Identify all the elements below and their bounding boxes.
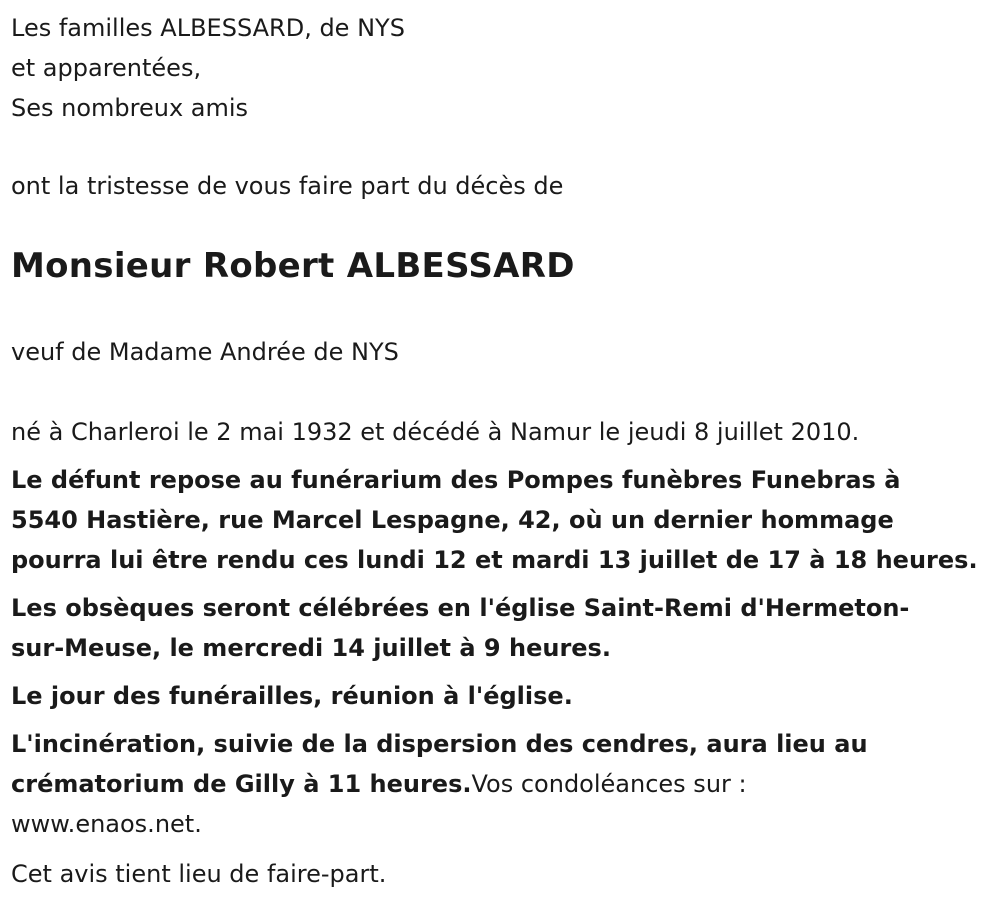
cremation-location: crématorium de Gilly à 11 heures. [11, 770, 472, 798]
funeral-paragraph [11, 588, 986, 668]
condolences-label: Vos condoléances sur : [471, 770, 747, 798]
funeral-line-2: sur-Meuse, le mercredi 14 juillet à 9 heures. [11, 634, 611, 662]
widowed-of: veuf de Madame Andrée de NYS [11, 338, 399, 366]
visitation-line-1: Le défunt repose au funérarium des Pompes funèbres Funebras à [11, 466, 901, 494]
closing-note: Cet avis tient lieu de faire-part. [11, 860, 387, 888]
cremation-line-1: L'incinération, suivie de la dispersion des cendres, aura lieu au [11, 730, 868, 758]
birth-death-details: né à Charleroi le 2 mai 1932 et décédé à Namur le jeudi 8 juillet 2010. [11, 418, 860, 446]
cremation-paragraph [11, 724, 986, 844]
family-line-1: Les familles ALBESSARD, de NYS [11, 14, 405, 42]
family-line-2: et apparentées, [11, 54, 202, 82]
family-line-3: Ses nombreux amis [11, 94, 249, 122]
funeral-line-1: Les obsèques seront célébrées en l'église Saint-Remi d'Hermeton- [11, 594, 910, 622]
death-notice [11, 8, 986, 894]
visitation-paragraph [11, 460, 986, 580]
meeting-paragraph [11, 676, 986, 716]
announcement: ont la tristesse de vous faire part du décès de [11, 172, 564, 200]
cremation-line-2 [11, 764, 986, 804]
condolences-website[interactable]: www.enaos.net. [11, 810, 202, 838]
visitation-line-2: 5540 Hastière, rue Marcel Lespagne, 42, où un dernier hommage [11, 506, 894, 534]
deceased-name: Monsieur Robert ALBESSARD [11, 246, 575, 286]
meeting-line: Le jour des funérailles, réunion à l'église. [11, 682, 573, 710]
visitation-line-3: pourra lui être rendu ces lundi 12 et mardi 13 juillet de 17 à 18 heures. [11, 546, 978, 574]
